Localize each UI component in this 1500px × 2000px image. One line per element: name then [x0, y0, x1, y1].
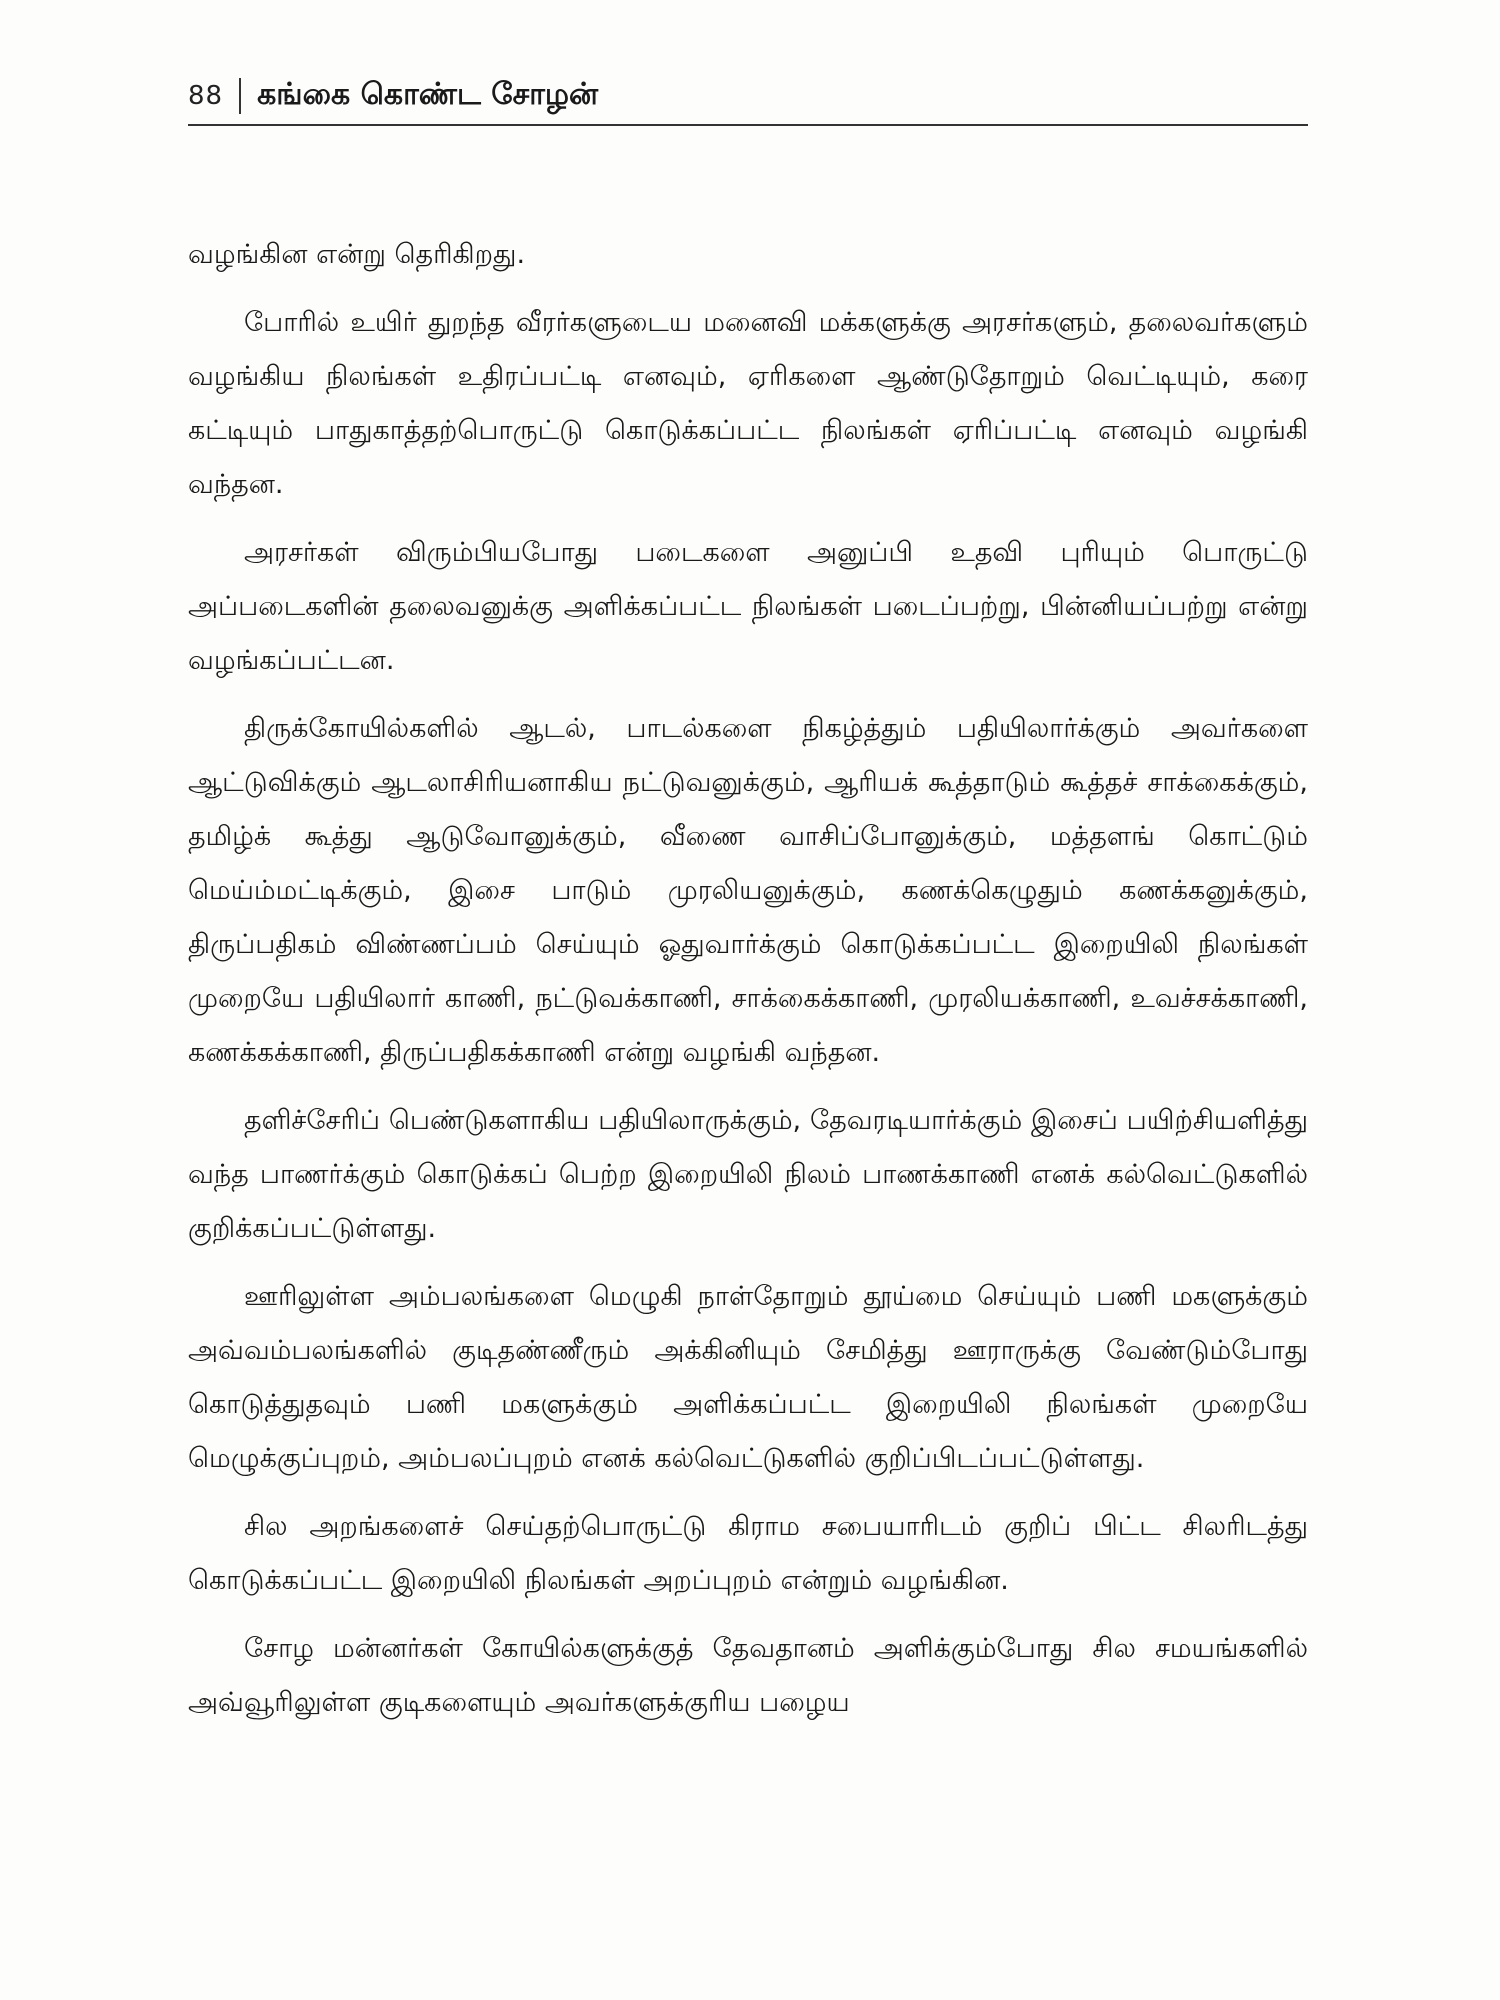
header-rule — [188, 124, 1308, 126]
book-title: கங்கை கொண்ட சோழன் — [257, 76, 599, 112]
paragraph: அரசர்கள் விரும்பியபோது படைகளை அனுப்பி உதவி புரியும் பொருட்டு அப்படைகளின் தலைவனுக்கு அளிக்கப்பட்ட நிலங்கள் படைப்பற்று, பின்னியப்பற்று என்று வழங்கப்பட்டன. — [188, 537, 1308, 676]
paragraph: திருக்கோயில்களில் ஆடல், பாடல்களை நிகழ்த்தும் பதியிலார்க்கும் அவர்களை ஆட்டுவிக்கும் ஆடலாசிரியனாகிய நட்டுவனுக்கும், ஆரியக் கூத்தாடும் கூத்தச் சாக்கைக்கும், தமிழ்க் கூத்து ஆடுவோனுக்கும், வீணை வாசிப்போனுக்கும், மத்தளங் கொட்டும் மெய்ம்மட்டிக்கும், இசை பாடும் முரலியனுக்கும், கணக்கெழுதும் கணக்கனுக்கும், திருப்பதிகம் விண்ணப்பம் செய்யும் ஓதுவார்க்கும் கொடுக்கப்பட்ட இறையிலி நிலங்கள் முறையே பதியிலார் காணி, நட்டுவக்காணி, சாக்கைக்காணி, முரலியக்காணி, உவச்சக்காணி, கணக்கக்காணி, திருப்பதிகக்காணி என்று வழங்கி வந்தன. — [188, 713, 1308, 1068]
body-text — [188, 228, 1308, 1744]
paragraph-continuation: வழங்கின என்று தெரிகிறது. — [188, 239, 526, 270]
header-separator — [239, 78, 241, 114]
paragraph: தளிச்சேரிப் பெண்டுகளாகிய பதியிலாருக்கும், தேவரடியார்க்கும் இசைப் பயிற்சியளித்து வந்த பாணர்க்கும் கொடுக்கப் பெற்ற இறையிலி நிலம் பாணக்காணி எனக் கல்வெட்டுகளில் குறிக்கப்பட்டுள்ளது. — [188, 1105, 1308, 1244]
paragraph: ஊரிலுள்ள அம்பலங்களை மெழுகி நாள்தோறும் தூய்மை செய்யும் பணி மகளுக்கும் அவ்வம்பலங்களில் குடிதண்ணீரும் அக்கினியும் சேமித்து ஊராருக்கு வேண்டும்போது கொடுத்துதவும் பணி மகளுக்கும் அளிக்கப்பட்ட இறையிலி நிலங்கள் முறையே மெழுக்குப்புறம், அம்பலப்புறம் எனக் கல்வெட்டுகளில் குறிப்பிடப்பட்டுள்ளது. — [188, 1281, 1308, 1474]
page-number: 88 — [188, 81, 224, 111]
running-header — [188, 70, 1308, 122]
paragraph: போரில் உயிர் துறந்த வீரர்களுடைய மனைவி மக்களுக்கு அரசர்களும், தலைவர்களும் வழங்கிய நிலங்கள் உதிரப்பட்டி எனவும், ஏரிகளை ஆண்டுதோறும் வெட்டியும், கரை கட்டியும் பாதுகாத்தற்பொருட்டு கொடுக்கப்பட்ட நிலங்கள் ஏரிப்பட்டி எனவும் வழங்கி வந்தன. — [188, 307, 1308, 500]
paragraph: சோழ மன்னர்கள் கோயில்களுக்குத் தேவதானம் அளிக்கும்போது சில சமயங்களில் அவ்வூரிலுள்ள குடிகளையும் அவர்களுக்குரிய பழைய — [188, 1633, 1308, 1718]
paragraph: சில அறங்களைச் செய்தற்பொருட்டு கிராம சபையாரிடம் குறிப் பிட்ட சிலரிடத்து கொடுக்கப்பட்ட இறையிலி நிலங்கள் அறப்புறம் என்றும் வழங்கின. — [188, 1511, 1308, 1596]
